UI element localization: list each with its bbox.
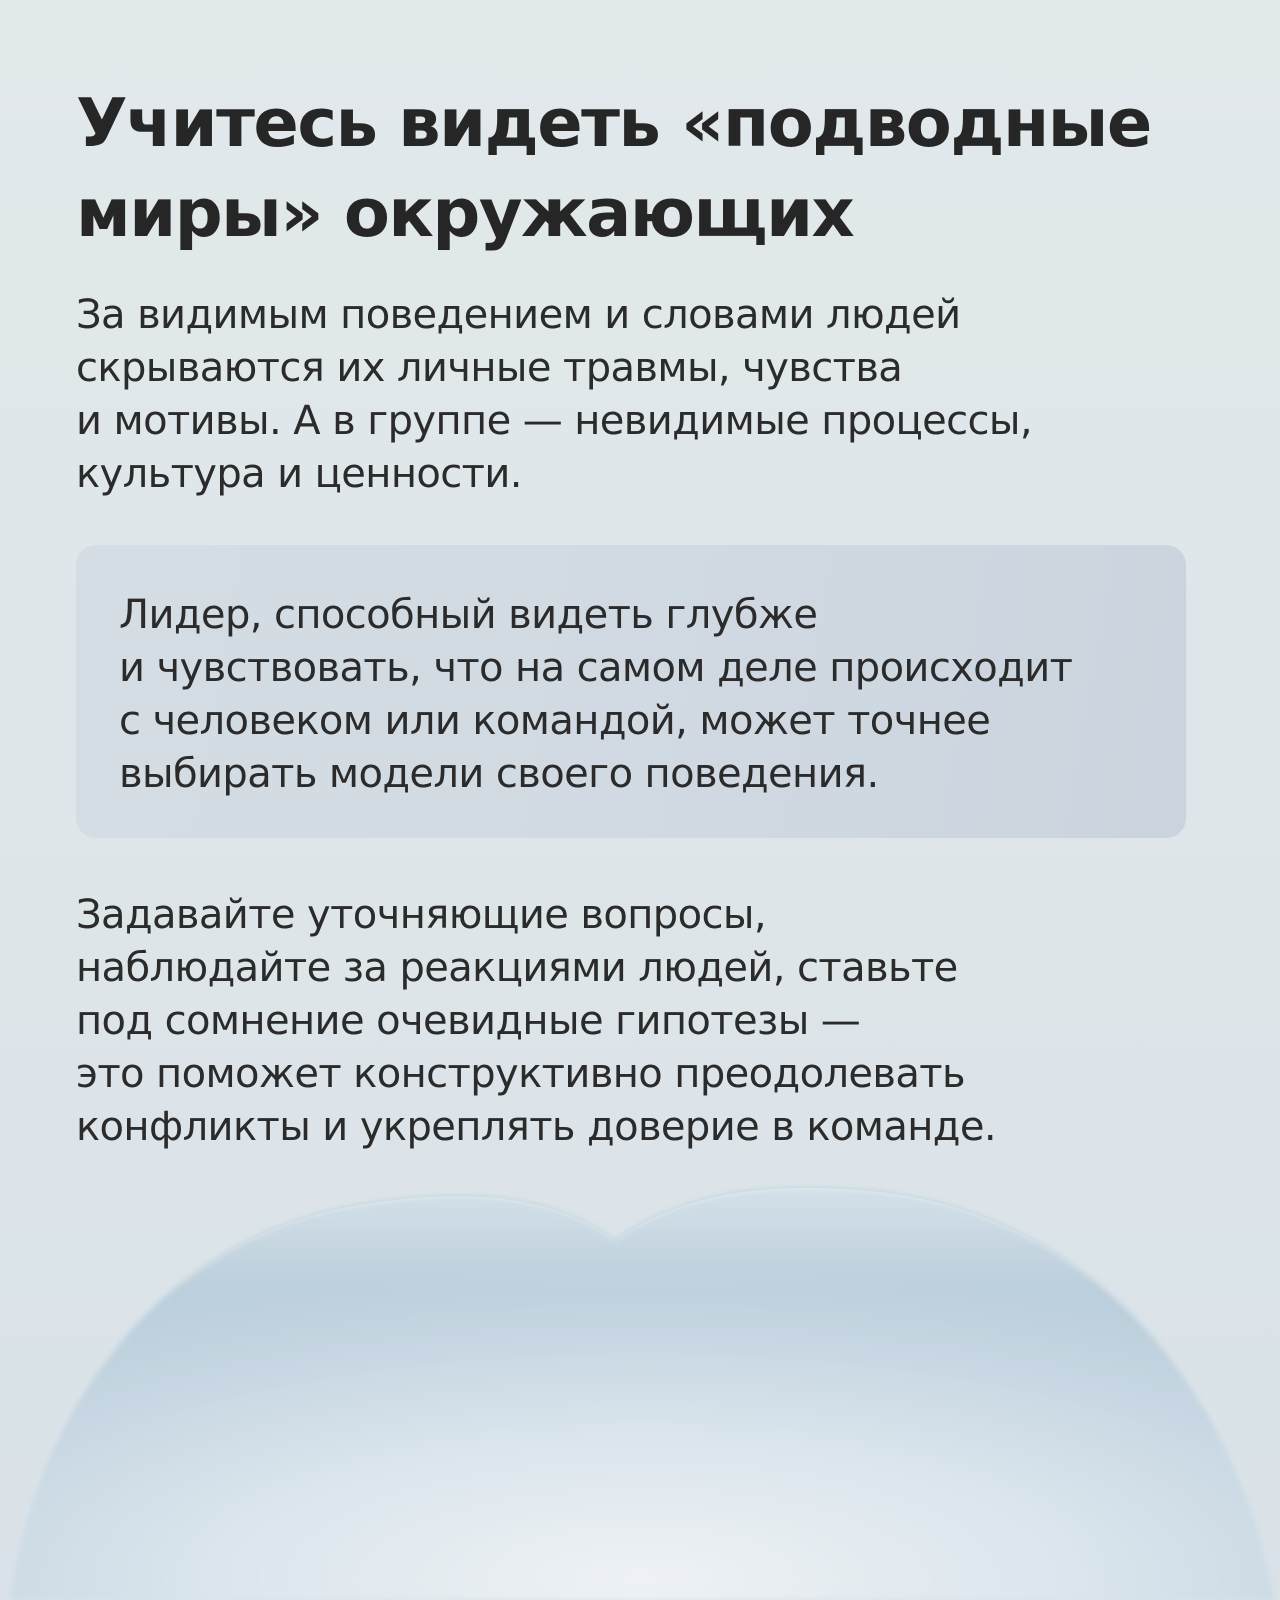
callout-line: и чувствовать, что на самом деле происходит	[119, 645, 1073, 691]
callout-line: с человеком или командой, может точнее	[119, 698, 991, 744]
heart-shape-highlight	[10, 1188, 1275, 1600]
closing-line: Задавайте уточняющие вопросы,	[76, 892, 766, 938]
intro-line: За видимым поведением и словами людей	[76, 292, 961, 338]
closing-line: наблюдайте за реакциями людей, ставьте	[76, 945, 958, 991]
callout-line: Лидер, способный видеть глубже	[119, 592, 818, 638]
closing-line: под сомнение очевидные гипотезы —	[76, 998, 861, 1044]
callout-line: выбирать модели своего поведения.	[119, 751, 879, 797]
closing-line: конфликты и укреплять доверие в команде.	[76, 1104, 996, 1150]
decorative-heart-shape	[0, 1180, 1280, 1600]
title-line: Учитесь видеть «подводные	[76, 84, 1151, 162]
closing-paragraph	[76, 889, 996, 1154]
intro-line: культура и ценности.	[76, 451, 522, 497]
intro-line: и мотивы. А в группе — невидимые процессы,	[76, 398, 1033, 444]
closing-line: это поможет конструктивно преодолевать	[76, 1051, 965, 1097]
title-line: миры» окружающих	[76, 174, 854, 252]
callout-paragraph	[119, 589, 1072, 801]
intro-paragraph	[76, 289, 1032, 501]
page-title	[76, 78, 1206, 258]
callout-box	[76, 545, 1186, 838]
intro-line: скрываются их личные травмы, чувства	[76, 345, 903, 391]
